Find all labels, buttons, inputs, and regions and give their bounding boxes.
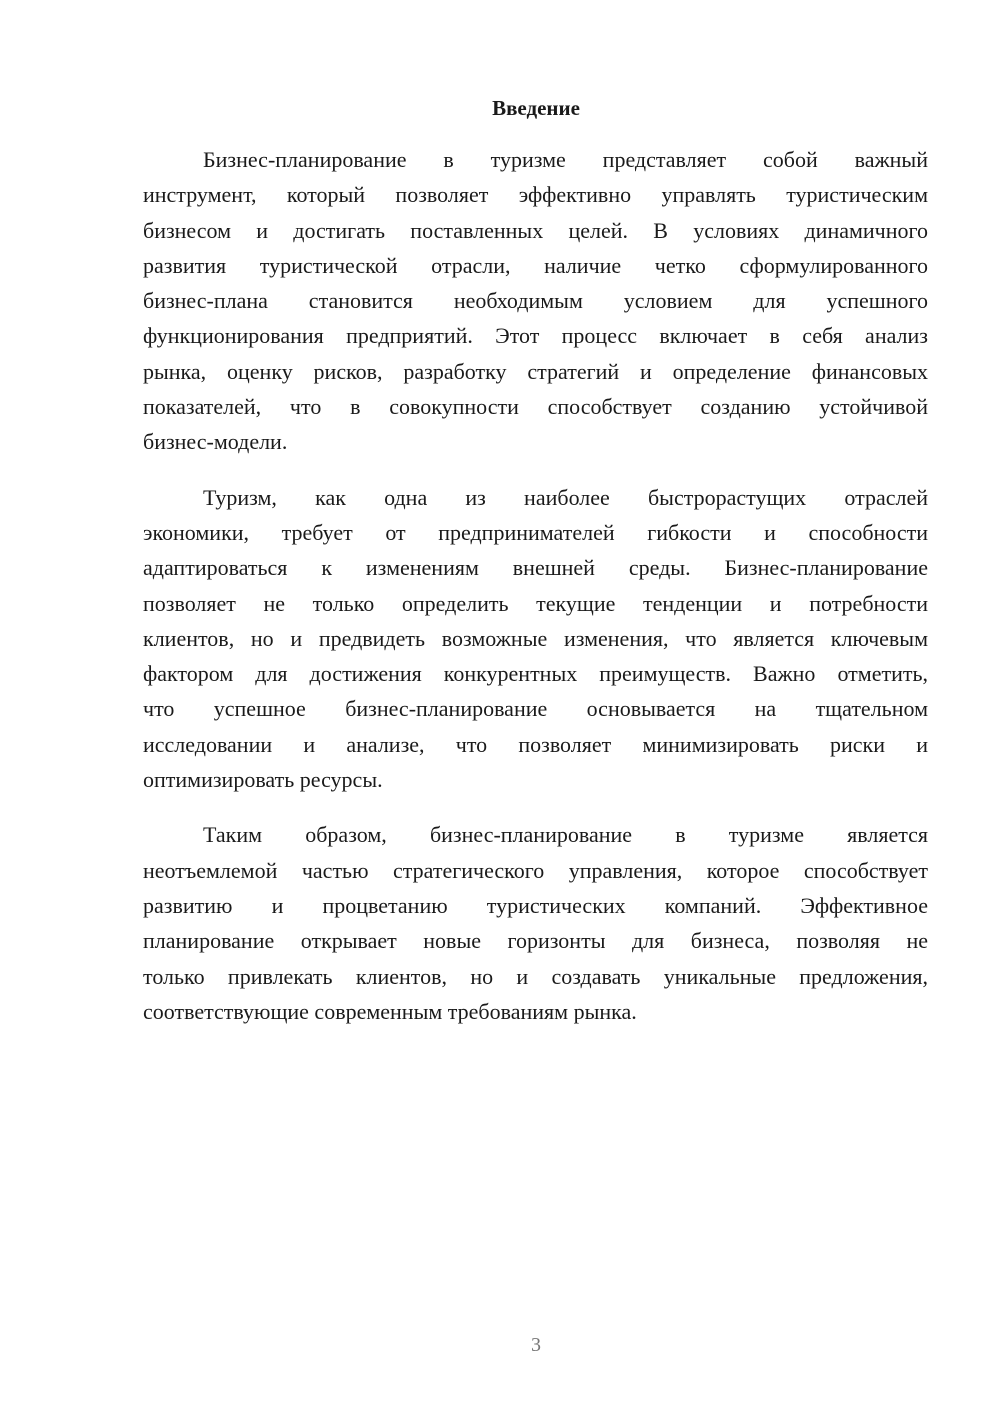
text-line: клиентов, но и предвидеть возможные изменения, что является ключевым [143, 625, 928, 651]
paragraph [143, 142, 928, 460]
text-line: позволяет не только определить текущие тенденции и потребности [143, 590, 928, 616]
text-line: неотъемлемой частью стратегического управления, которое способствует [143, 857, 928, 883]
text-line: функционирования предприятий. Этот процесс включает в себя анализ [143, 323, 928, 349]
text-line: экономики, требует от предпринимателей гибкости и способности [143, 519, 928, 545]
text-line: что успешное бизнес-планирование основывается на тщательном [143, 696, 928, 722]
text-line: только привлекать клиентов, но и создавать уникальные предложения, [143, 963, 928, 989]
paragraph [143, 817, 928, 1029]
text-line: оптимизировать ресурсы. [143, 767, 383, 793]
text-line: соответствующие современным требованиям рынка. [143, 998, 637, 1024]
body-text [143, 142, 928, 1049]
text-line: адаптироваться к изменениям внешней среды. Бизнес-планирование [143, 555, 928, 581]
text-line: бизнес-модели. [143, 429, 288, 455]
text-line: бизнесом и достигать поставленных целей. В условиях динамичного [143, 217, 928, 243]
text-line: планирование открывает новые горизонты для бизнеса, позволяя не [143, 928, 928, 954]
text-line: бизнес-плана становится необходимым условием для успешного [143, 288, 928, 314]
text-line: инструмент, который позволяет эффективно управлять туристическим [143, 182, 928, 208]
text-line: исследовании и анализе, что позволяет минимизировать риски и [143, 731, 928, 757]
paragraph [143, 480, 928, 798]
text-line: развития туристической отрасли, наличие четко сформулированного [143, 252, 928, 278]
text-line: Таким образом, бизнес-планирование в туризме является [203, 822, 928, 848]
text-line: Туризм, как одна из наиболее быстрорастущих отраслей [203, 484, 928, 510]
text-line: рынка, оценку рисков, разработку стратегий и определение финансовых [143, 358, 928, 384]
text-line: Бизнес-планирование в туризме представляет собой важный [203, 147, 928, 172]
text-line: развитию и процветанию туристических компаний. Эффективное [143, 892, 928, 918]
page-number: 3 [531, 1334, 541, 1356]
section-title: Введение [492, 96, 580, 120]
text-line: показателей, что в совокупности способствует созданию устойчивой [143, 394, 928, 420]
text-line: фактором для достижения конкурентных преимуществ. Важно отметить, [143, 661, 928, 687]
